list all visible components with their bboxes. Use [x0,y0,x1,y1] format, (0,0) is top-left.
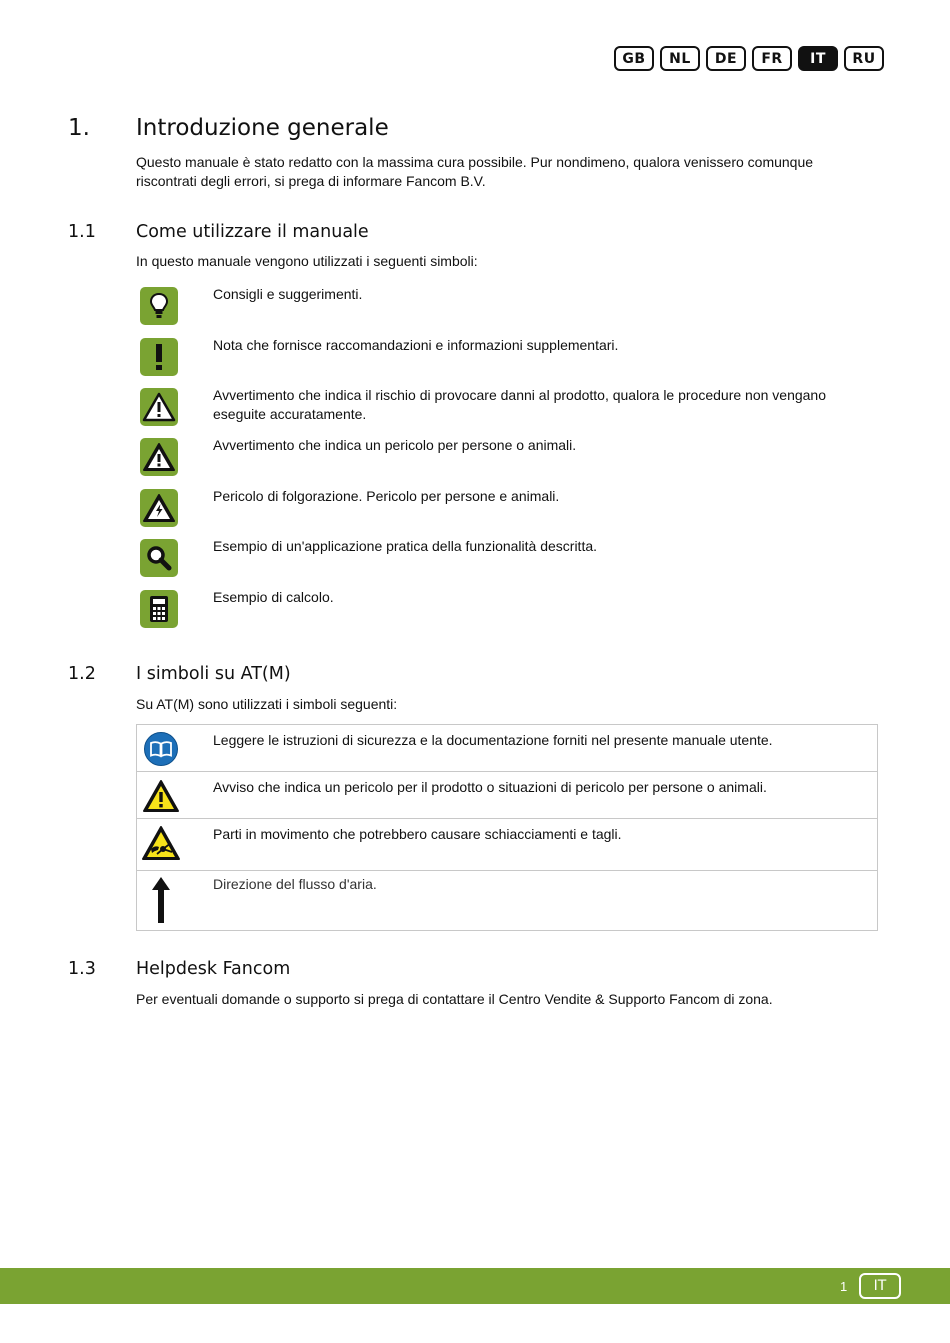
language-selector [614,46,884,71]
table-row [137,871,877,930]
section-1-2-number: 1.2 [68,664,96,684]
page-footer [0,1268,950,1304]
footer-language-badge: IT [859,1273,901,1299]
section-1-number: 1. [68,115,90,141]
table-row [137,772,877,819]
section-1-1-number: 1.1 [68,222,96,242]
section-1-3-text: Per eventuali domande o supporto si prega di contattare il Centro Vendite & Supporto Fancom di zona. [136,991,773,1007]
lang-tab-de[interactable]: DE [706,46,746,71]
section-1-2-intro: Su AT(M) sono utilizzati i simboli seguenti: [136,696,398,712]
symbol-text: Esempio di un'applicazione pratica della funzionalità descritta. [213,538,598,554]
symbol-text: Avvertimento che indica il rischio di provocare danni al prodotto, qualora le procedure non vengano eseguite accuratamente. [213,387,827,422]
section-1-1-intro: In questo manuale vengono utilizzati i seguenti simboli: [136,253,478,269]
table-row [137,819,877,871]
electric-shock-icon [140,489,178,527]
table-cell-text: Parti in movimento che potrebbero causare schiacciamenti e tagli. [213,826,622,842]
section-1-3-title: Helpdesk Fancom [136,959,291,979]
symbol-text: Avvertimento che indica un pericolo per persone o animali. [213,437,577,453]
arrow-up-icon [141,876,181,924]
section-1-3-number: 1.3 [68,959,96,979]
symbol-row-note [136,336,836,380]
magnifier-icon [140,539,178,577]
section-1-text [136,153,813,191]
symbol-text: Consigli e suggerimenti. [213,286,363,302]
moving-parts-icon [141,823,181,863]
atm-symbols-table [136,724,878,931]
symbol-text: Nota che fornisce raccomandazioni e informazioni supplementari. [213,337,619,353]
lang-tab-it[interactable]: IT [798,46,838,71]
exclamation-icon [140,338,178,376]
warning-outline-icon [140,388,178,426]
symbol-row-danger-warning [136,436,836,480]
lang-tab-gb[interactable]: GB [614,46,654,71]
section-1-text-line-1: Questo manuale è stato redatto con la massima cura possibile. Pur nondimeno, qualora venissero comunque [136,154,814,170]
section-1-title: Introduzione generale [136,115,389,141]
symbol-row-product-warning [136,386,836,430]
yellow-warning-icon [141,776,181,816]
lang-tab-fr[interactable]: FR [752,46,792,71]
lang-tab-ru[interactable]: RU [844,46,884,71]
section-1-text-line-2: riscontrati degli errori, si prega di informare Fancom B.V. [136,173,486,189]
symbol-row-calculation [136,588,836,632]
symbol-row-tips [136,285,836,329]
calculator-icon [140,590,178,628]
lightbulb-icon [140,287,178,325]
symbol-text: Pericolo di folgorazione. Pericolo per persone e animali. [213,488,560,504]
table-cell-text: Direzione del flusso d'aria. [213,876,377,892]
table-cell-text: Avviso che indica un pericolo per il prodotto o situazioni di pericolo per persone o animali. [213,779,767,795]
symbol-text: Esempio di calcolo. [213,589,334,605]
symbol-row-electric [136,487,836,531]
table-row [137,725,877,772]
symbol-row-example [136,537,836,581]
section-1-1-title: Come utilizzare il manuale [136,222,369,242]
lang-tab-nl[interactable]: NL [660,46,700,71]
section-1-2-title: I simboli su AT(M) [136,664,291,684]
read-manual-icon [141,729,181,769]
warning-filled-icon [140,438,178,476]
table-cell-text: Leggere le istruzioni di sicurezza e la documentazione forniti nel presente manuale utente. [213,732,773,748]
page-number: 1 [840,1279,848,1294]
